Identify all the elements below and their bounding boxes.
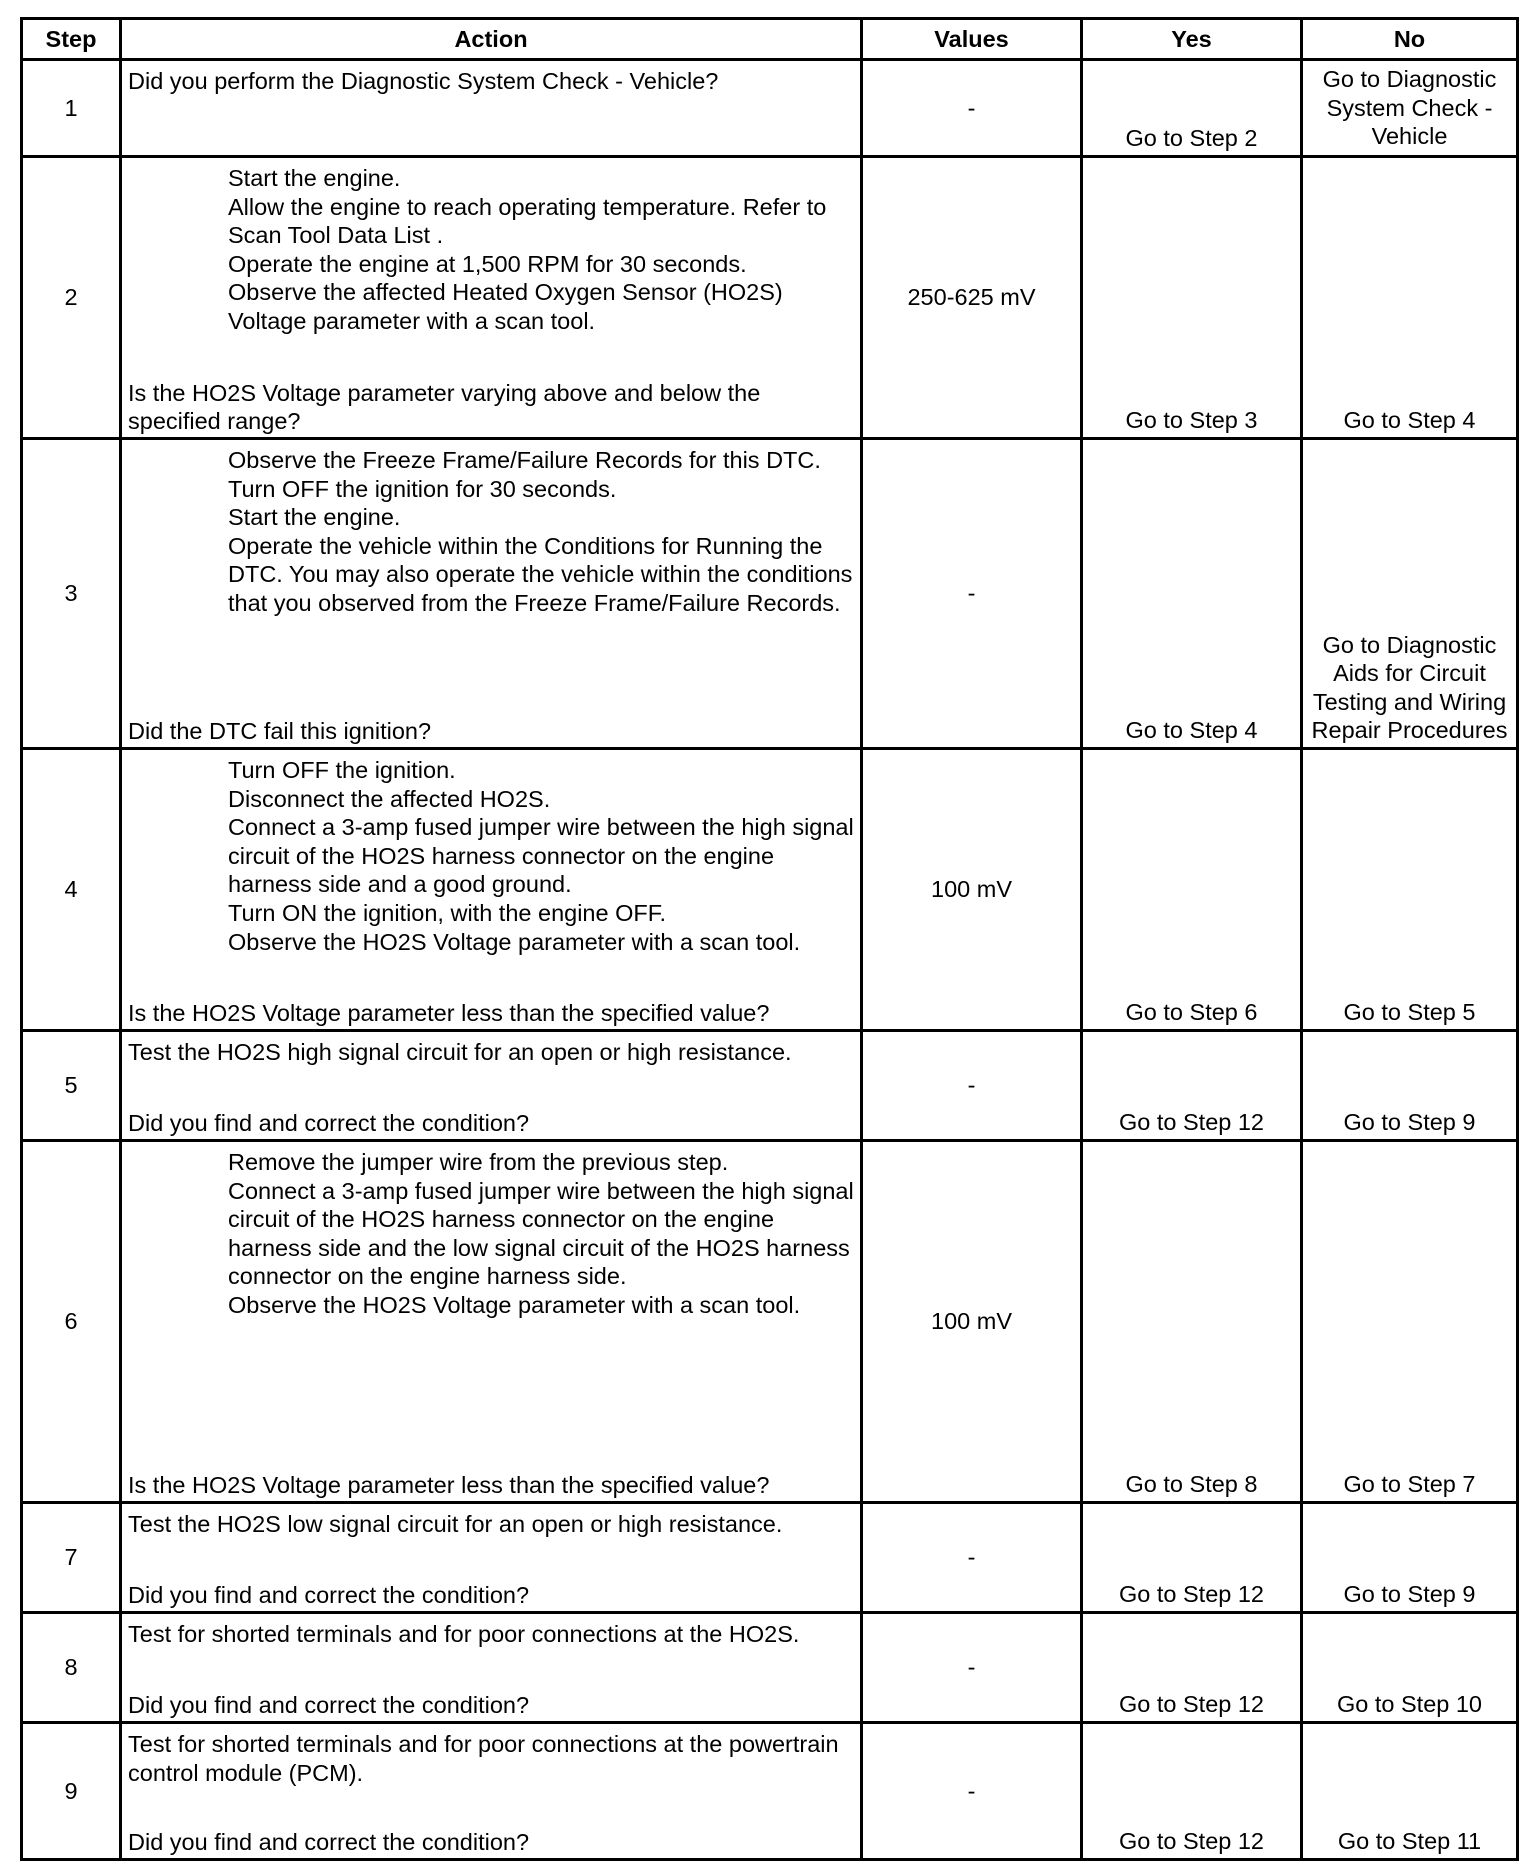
action-top <box>128 1038 856 1067</box>
values-cell: - <box>862 60 1082 157</box>
no-cell: Go to Step 7 <box>1302 1141 1518 1503</box>
action-instruction: Observe the HO2S Voltage parameter with a scan tool. <box>228 928 801 955</box>
action-content <box>128 67 856 154</box>
action-cell <box>121 1503 862 1613</box>
action-cell <box>121 1613 862 1723</box>
yes-cell: Go to Step 3 <box>1082 157 1302 439</box>
action-instruction: Remove the jumper wire from the previous step. <box>228 1149 729 1175</box>
yes-cell: Go to Step 12 <box>1082 1031 1302 1141</box>
step-number: 3 <box>22 439 121 749</box>
action-content <box>128 1510 856 1610</box>
action-instruction: Allow the engine to reach operating temperature. Refer to Scan Tool Data List . <box>228 193 827 249</box>
action-top <box>128 164 856 336</box>
action-lead: Test for shorted terminals and for poor connections at the HO2S. <box>128 1621 800 1647</box>
table-row <box>22 1503 1518 1613</box>
table-row <box>22 157 1518 439</box>
action-instruction: Connect a 3-amp fused jumper wire between the high signal circuit of the HO2S harness connector on the engine harness side and the low signal circuit of the HO2S harness connector on the engine harness side. <box>228 1177 854 1290</box>
yes-cell: Go to Step 12 <box>1082 1503 1302 1613</box>
action-instruction: Observe the HO2S Voltage parameter with a scan tool. <box>228 1291 801 1318</box>
action-top <box>128 1620 856 1649</box>
yes-cell: Go to Step 12 <box>1082 1723 1302 1860</box>
action-cell <box>121 1141 862 1503</box>
action-question: Did you find and correct the condition? <box>128 1829 530 1856</box>
action-instruction: Observe the affected Heated Oxygen Sensor (HO2S) Voltage parameter with a scan tool. <box>228 279 783 334</box>
values-cell: 250-625 mV <box>862 157 1082 439</box>
header-row <box>22 19 1518 60</box>
action-instruction: Disconnect the affected HO2S. <box>228 785 551 812</box>
header-yes: Yes <box>1082 19 1302 60</box>
step-number: 2 <box>22 157 121 439</box>
action-content <box>128 1620 856 1720</box>
table-row <box>22 439 1518 749</box>
action-question: Did you find and correct the condition? <box>128 1692 530 1719</box>
action-content <box>128 446 856 746</box>
no-cell: Go to Diagnostic Aids for Circuit Testing and Wiring Repair Procedures <box>1302 439 1518 749</box>
table-row <box>22 1031 1518 1141</box>
action-cell <box>121 1723 862 1860</box>
header-no: No <box>1302 19 1518 60</box>
step-number: 5 <box>22 1031 121 1141</box>
no-cell: Go to Step 11 <box>1302 1723 1518 1860</box>
action-cell <box>121 157 862 439</box>
action-question: Did you perform the Diagnostic System Check - Vehicle? <box>128 68 719 94</box>
action-instruction: Start the engine. <box>228 165 401 191</box>
table-row <box>22 1613 1518 1723</box>
header-action: Action <box>121 19 862 60</box>
yes-cell: Go to Step 6 <box>1082 749 1302 1031</box>
action-instruction: Connect a 3-amp fused jumper wire between the high signal circuit of the HO2S harness connector on the engine harness side and a good ground. <box>228 814 854 898</box>
values-cell: - <box>862 1613 1082 1723</box>
action-lead: Test the HO2S high signal circuit for an open or high resistance. <box>128 1039 792 1065</box>
action-content <box>128 1038 856 1138</box>
table-row <box>22 749 1518 1031</box>
action-lead: Test for shorted terminals and for poor connections at the powertrain control module (PCM). <box>128 1731 839 1786</box>
action-question: Did you find and correct the condition? <box>128 1110 530 1137</box>
step-number: 1 <box>22 60 121 157</box>
values-cell: 100 mV <box>862 749 1082 1031</box>
action-question: Is the HO2S Voltage parameter less than the specified value? <box>128 1000 770 1027</box>
action-cell <box>121 439 862 749</box>
action-instruction: Turn ON the ignition, with the engine OFF. <box>228 899 667 926</box>
action-instruction: Turn OFF the ignition for 30 seconds. <box>228 475 617 502</box>
yes-cell: Go to Step 4 <box>1082 439 1302 749</box>
action-content <box>128 756 856 1028</box>
action-instruction: Turn OFF the ignition. <box>228 757 456 783</box>
header-values: Values <box>862 19 1082 60</box>
no-cell: Go to Step 5 <box>1302 749 1518 1031</box>
action-cell <box>121 1031 862 1141</box>
action-top <box>128 756 856 956</box>
table-row <box>22 60 1518 157</box>
step-number: 7 <box>22 1503 121 1613</box>
action-top <box>128 446 856 618</box>
step-number: 6 <box>22 1141 121 1503</box>
yes-cell: Go to Step 2 <box>1082 60 1302 157</box>
no-cell: Go to Step 4 <box>1302 157 1518 439</box>
no-cell: Go to Step 9 <box>1302 1031 1518 1141</box>
action-instruction: Start the engine. <box>228 504 401 531</box>
yes-cell: Go to Step 8 <box>1082 1141 1302 1503</box>
action-cell <box>121 60 862 157</box>
action-top <box>128 67 856 96</box>
action-question: Did the DTC fail this ignition? <box>128 718 432 745</box>
action-content <box>128 1730 856 1857</box>
table-row <box>22 1723 1518 1860</box>
action-question: Is the HO2S Voltage parameter less than the specified value? <box>128 1472 770 1499</box>
no-cell: Go to Diagnostic System Check - Vehicle <box>1302 60 1518 157</box>
diagnostic-table <box>20 17 1519 1861</box>
action-instruction: Operate the vehicle within the Conditions for Running the DTC. You may also operate the vehicle within the conditions that you observed from the Freeze Frame/Failure Records. <box>228 532 853 616</box>
action-lead: Test the HO2S low signal circuit for an open or high resistance. <box>128 1511 783 1537</box>
action-question: Is the HO2S Voltage parameter varying above and below the specified range? <box>128 379 761 435</box>
values-cell: - <box>862 1031 1082 1141</box>
table-row <box>22 1141 1518 1503</box>
yes-cell: Go to Step 12 <box>1082 1613 1302 1723</box>
action-instruction: Observe the Freeze Frame/Failure Records for this DTC. <box>228 447 821 473</box>
action-top <box>128 1148 856 1320</box>
action-content <box>128 164 856 436</box>
step-number: 9 <box>22 1723 121 1860</box>
values-cell: - <box>862 439 1082 749</box>
action-instruction: Operate the engine at 1,500 RPM for 30 seconds. <box>228 250 747 277</box>
values-cell: - <box>862 1723 1082 1860</box>
step-number: 8 <box>22 1613 121 1723</box>
no-cell: Go to Step 10 <box>1302 1613 1518 1723</box>
action-cell <box>121 749 862 1031</box>
header-step: Step <box>22 19 121 60</box>
action-question: Did you find and correct the condition? <box>128 1582 530 1609</box>
step-number: 4 <box>22 749 121 1031</box>
no-cell: Go to Step 9 <box>1302 1503 1518 1613</box>
action-top <box>128 1510 856 1539</box>
values-cell: 100 mV <box>862 1141 1082 1503</box>
values-cell: - <box>862 1503 1082 1613</box>
action-top <box>128 1730 856 1787</box>
action-content <box>128 1148 856 1500</box>
